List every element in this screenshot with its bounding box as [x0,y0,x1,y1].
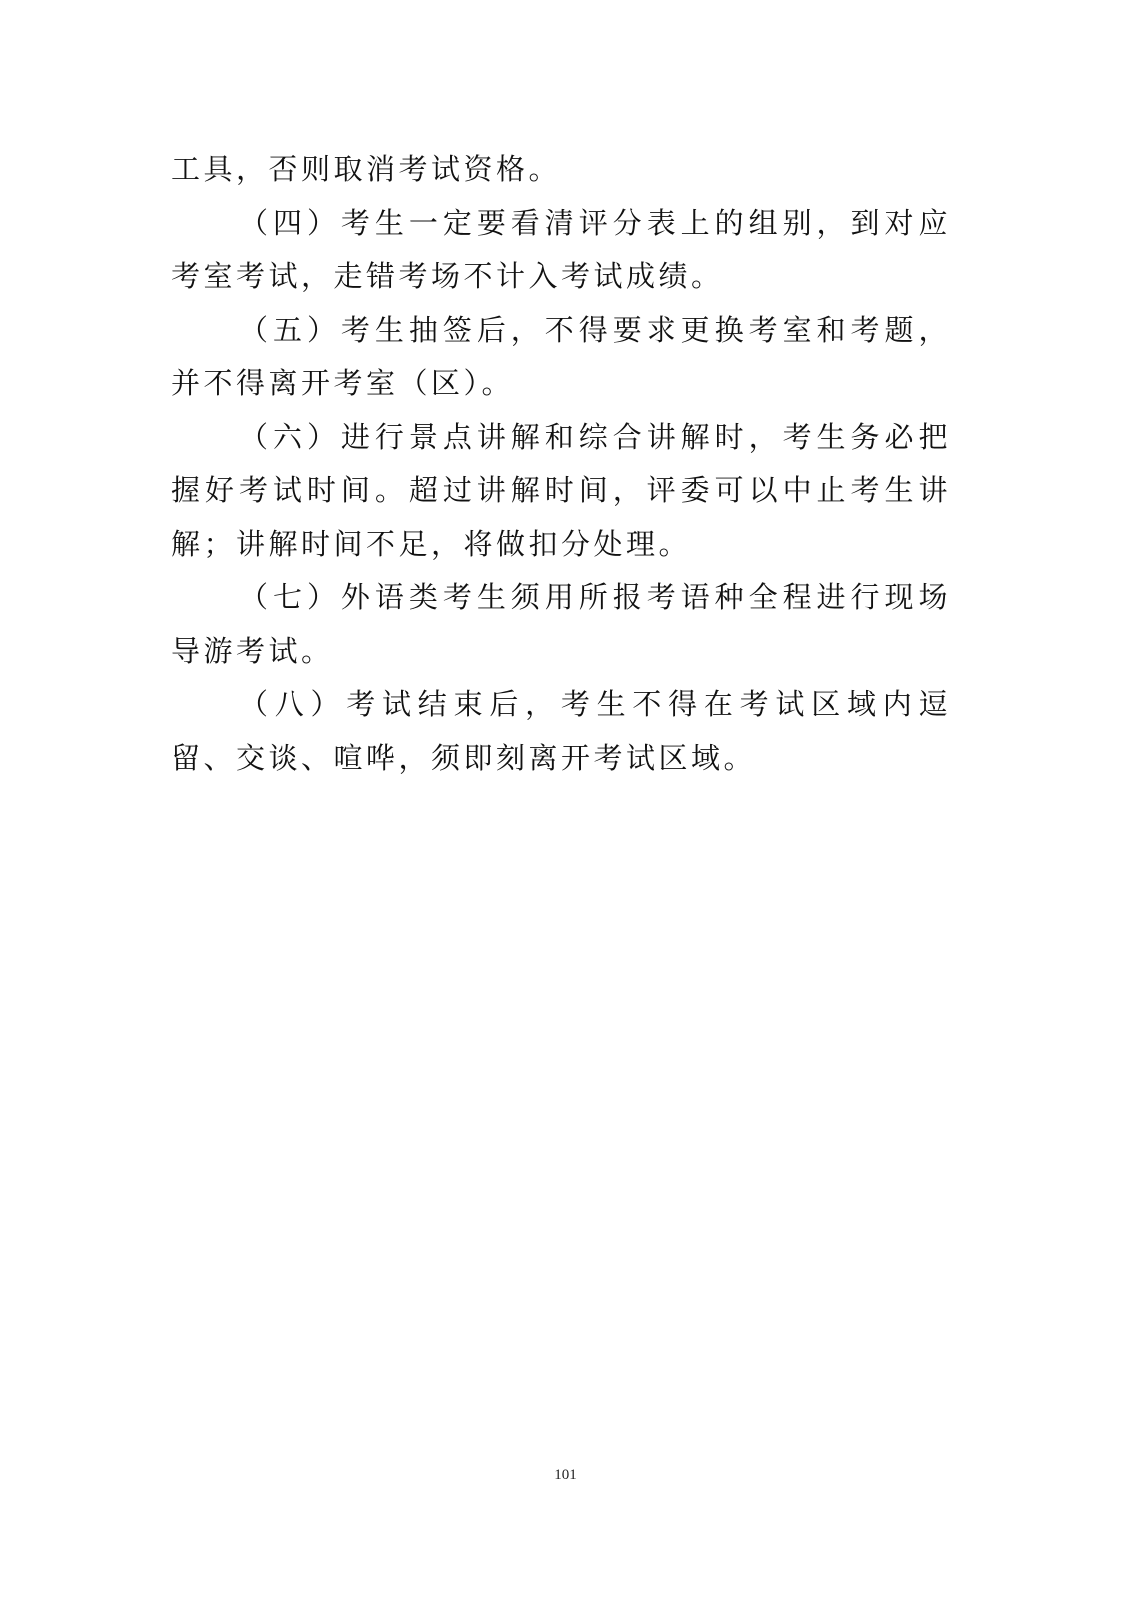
paragraph-item-5: （五）考生抽签后，不得要求更换考室和考题，并不得离开考室（区）。 [171,312,951,400]
paragraph-continuation: 工具，否则取消考试资格。 [171,152,562,186]
paragraph-item-8: （八）考试结束后，考生不得在考试区域内逗留、交谈、喧哗，须即刻离开考试区域。 [171,687,951,775]
page-number: 101 [554,1467,577,1483]
body-text [171,143,951,785]
paragraph-item-6: （六）进行景点讲解和综合讲解时，考生务必把握好考试时间。超过讲解时间，评委可以中止考生讲解；讲解时间不足，将做扣分处理。 [171,419,951,561]
paragraph-item-4: （四）考生一定要看清评分表上的组别，到对应考室考试，走错考场不计入考试成绩。 [171,205,951,293]
paragraph-item-7: （七）外语类考生须用所报考语种全程进行现场导游考试。 [171,580,951,668]
